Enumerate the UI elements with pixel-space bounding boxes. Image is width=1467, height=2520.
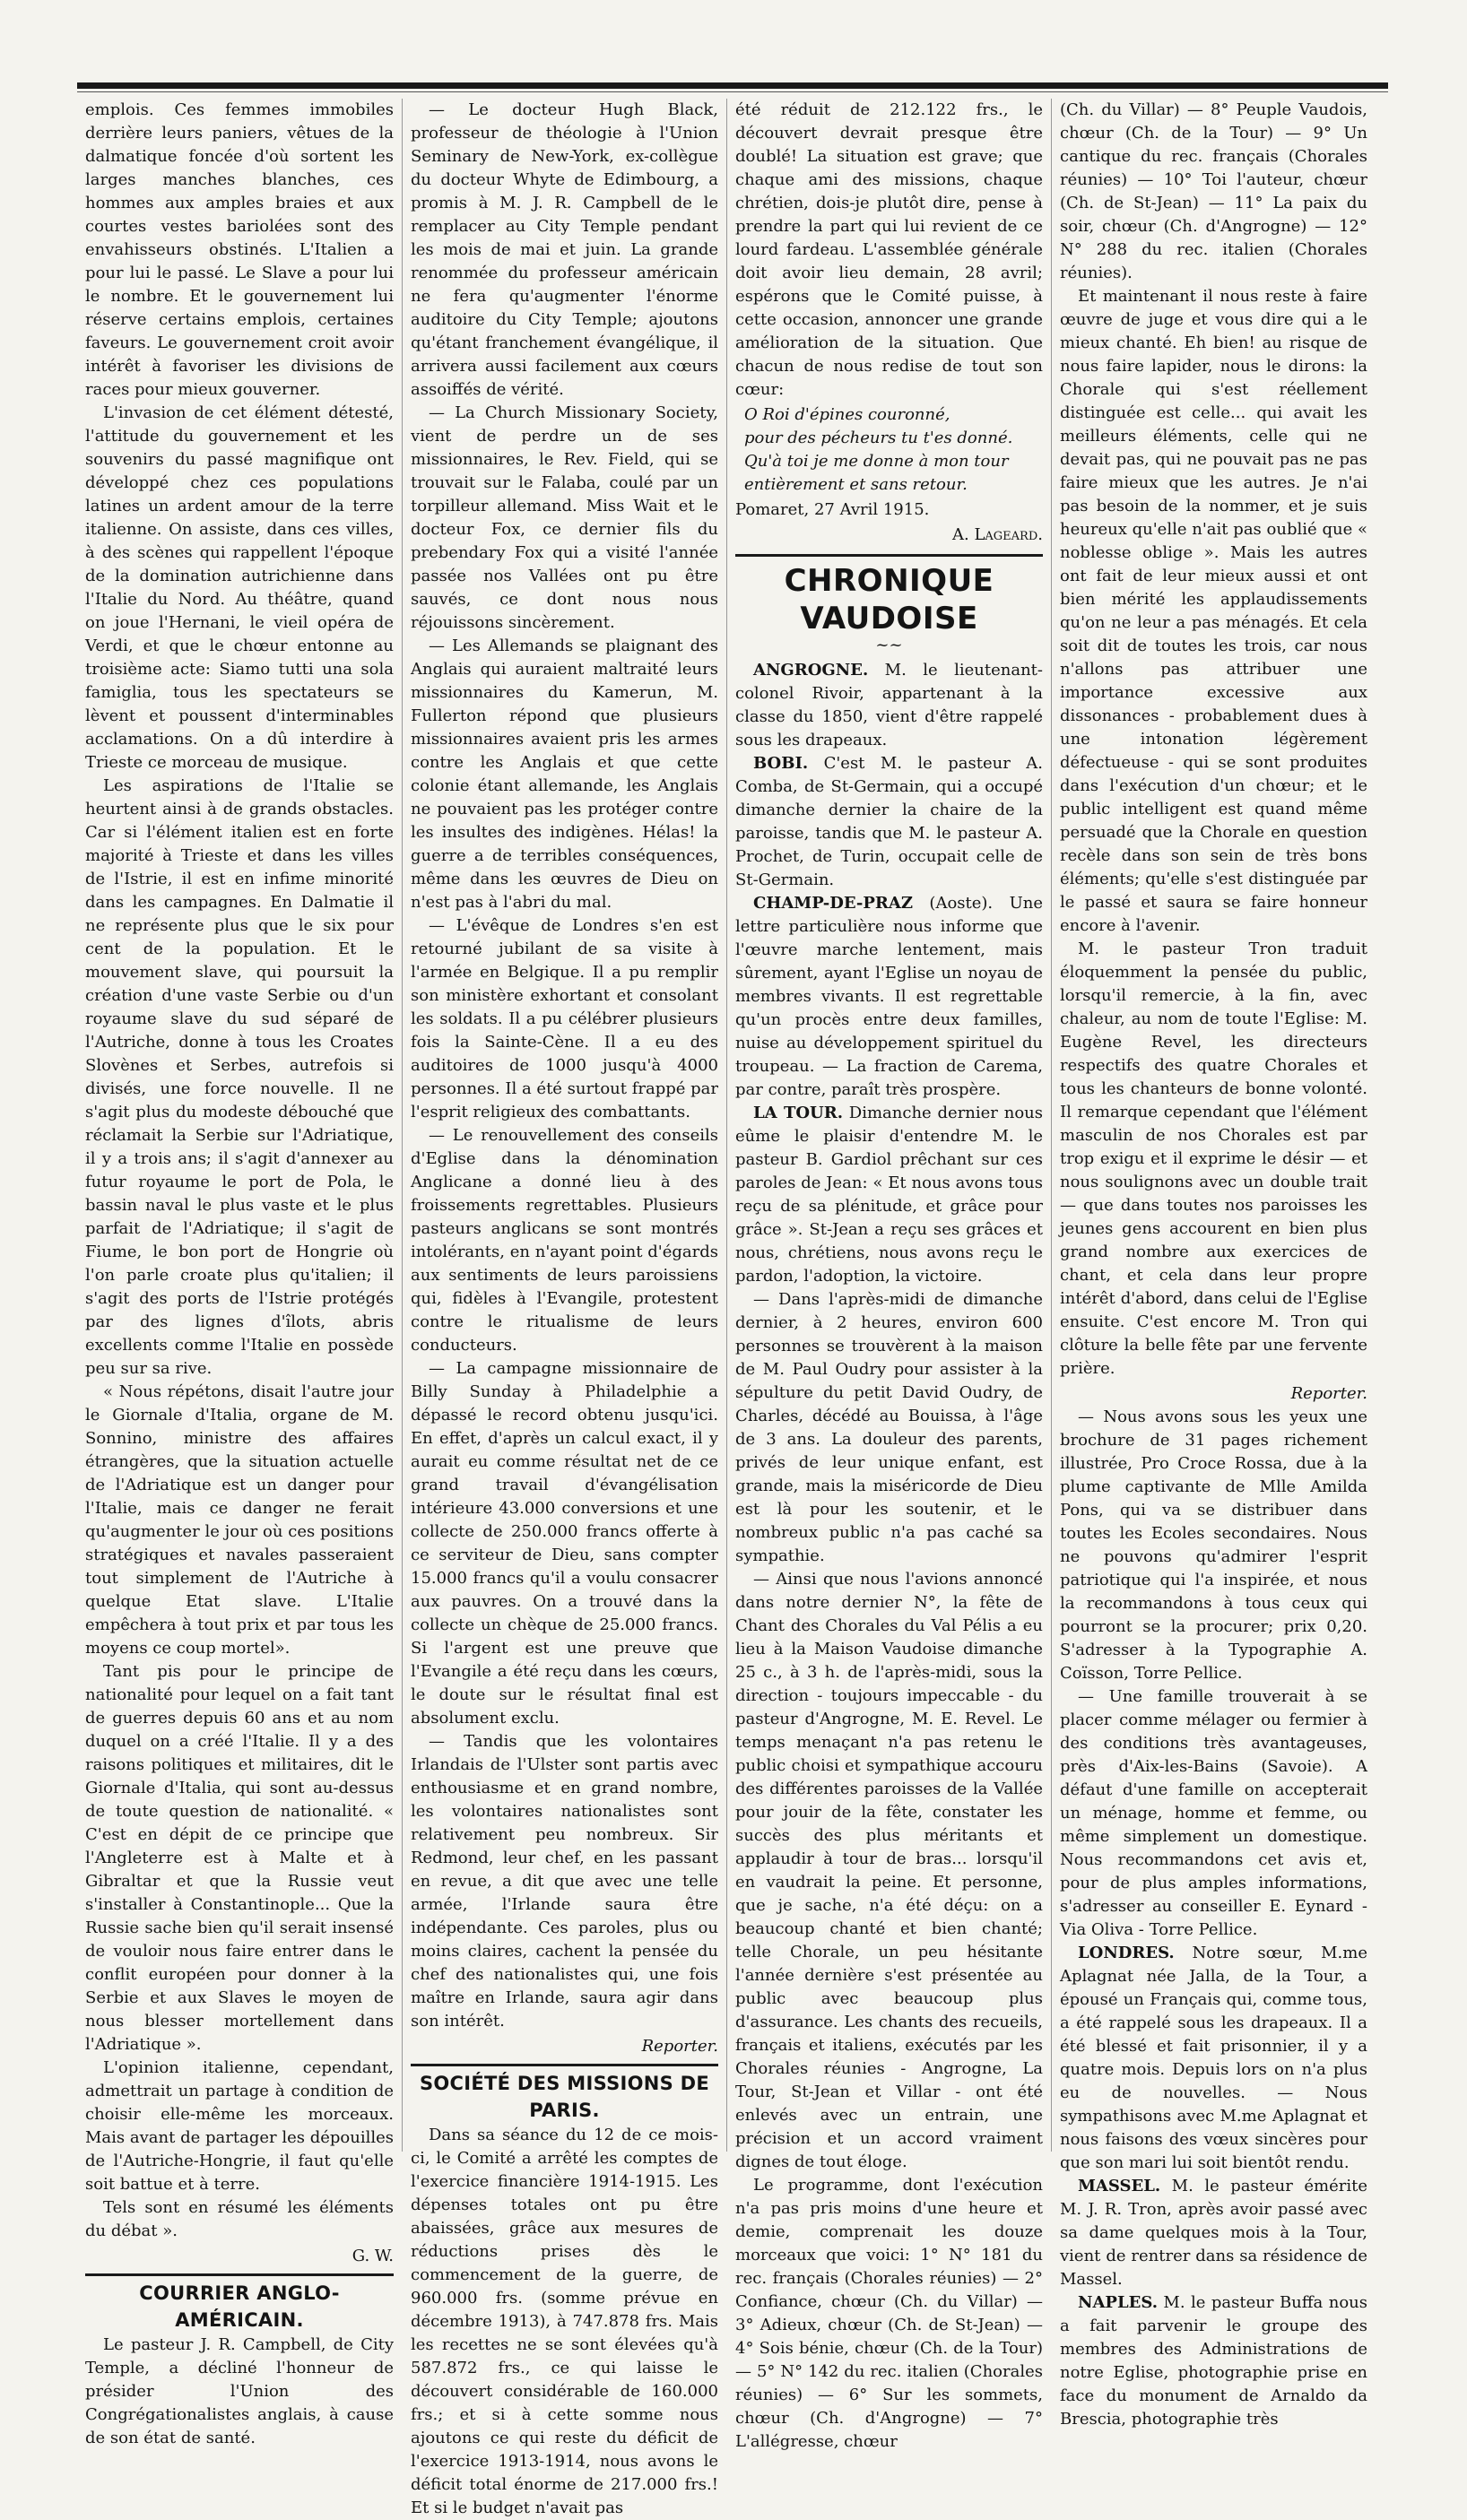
paragraph: — Nous avons sous les yeux une brochure de 31 pages richement illustrée, Pro Croce Rossa, due à la plume captivante de Mlle Amilda Pons, qui va se distribuer dans toutes les Ecoles secondaires. Nous ne pouvons qu'admirer l'esprit patriotique qui l'a inspirée, et nous la recommandons à tous ceux qui pourront se la procurer; prix 0,20. S'adresser à la Typographie A. Coïsson, Torre Pellice. <box>1060 1407 1367 1683</box>
signature: Reporter. <box>641 2037 718 2056</box>
paragraph <box>735 752 1043 892</box>
paragraph: — Les Allemands se plaignant des Anglais qui auraient maltraité leurs missionnaires du Kamerun, M. Fullerton répond que plusieurs missionnaires avaient pris les armes contre les Anglais et que cette colonie étant allemande, les Anglais ne pouvaient pas les protéger contre les insultes des indigènes. Hélas! la guerre a de terribles conséquences, même dans les œuvres de Dieu on n'est pas à l'abri du mal. <box>411 636 718 912</box>
column-1 <box>77 99 402 2447</box>
header-rule <box>77 82 1388 89</box>
place-name: LONDRES. <box>1078 1944 1175 1962</box>
paragraph <box>1060 2291 1367 2431</box>
paragraph: M. le pasteur Tron traduit éloquemment la pensée du public, lorsqu'il remercie, à la fin, avec chaleur, au nom de toute l'Eglise: M. Eugène Revel, les directeurs respectifs des quatre Chorales et tous les chanteurs de bonne volonté. Il remarque cependant que l'élément masculin de nos Chorales est par trop exigu et il exprime le désir — et nous soulignons avec un double trait — que dans toutes nos paroisses les jeunes gens accourent en bien plus grand nombre aux exercices de chant, et cela dans leur propre intérêt d'abord, dans celui de l'Eglise ensuite. C'est encore M. Tron qui clôture la belle fête par une fervente prière. <box>1060 940 1367 1378</box>
paragraph: été réduit de 212.122 frs., le découvert devrait presque être doublé! La situation est grave; que chaque ami des missions, chaque chrétien, dois-je plutôt dire, pense à prendre la part qui lui revient de ce lourd fardeau. L'assemblée générale doit avoir lieu demain, 28 avril; espérons que le Comité puisse, à cette occasion, annoncer une grande amélioration de la situation. Que chacun de nous redise de tout son cœur: <box>735 100 1043 399</box>
poem-line: pour des pécheurs tu t'es donné. <box>744 429 1013 447</box>
place-name: BOBI. <box>753 754 809 773</box>
paragraph: L'invasion de cet élément détesté, l'attitude du gouvernement et les souvenirs du passé magnifique ont développé chez ces populations latines un ardent amour de la terre italienne. On assiste, dans ces villes, à des scènes qui rappellent l'époque de la domination autrichienne dans l'Italie du Nord. Au théâtre, quand on joue l'Hernani, le vieil opéra de Verdi, et que le chœur entonne au troisième acte: Siamo tutti una sola famiglia, tous les spectateurs se lèvent et poussent d'interminables acclamations. On a dû interdire à Trieste ce morceau de musique. <box>85 403 394 772</box>
paragraph: Le pasteur J. R. Campbell, de City Temple, a décliné l'honneur de présider l'Union des Congrégationalistes anglais, à cause de son état de santé. <box>85 2335 394 2447</box>
paragraph: — Le renouvellement des conseils d'Eglise dans la dénomination Anglicane a donné lieu à des froissements regrettables. Plusieurs pasteurs anglicans se sont montrés intolérants, en n'ayant point d'égards aux sentiments de leurs paroissiens qui, fidèles à l'Evangile, protestent contre le ritualisme de leurs conducteurs. <box>411 1126 718 1355</box>
paragraph: Les aspirations de l'Italie se heurtent ainsi à de grands obstacles. Car si l'élément italien est en forte majorité à Trieste et dans les villes de l'Istrie, il est en infime minorité dans les campagnes. En Dalmatie il ne représente plus que le six pour cent de la population. Et le mouvement slave, qui poursuit la création d'une vaste Serbie ou d'un royaume slave du sud séparé de l'Autriche, donne à tous les Croates Slovènes et Serbes, autrefois si divisés, une force nouvelle. Il ne s'agit plus du modeste débouché que réclamait la Serbie sur l'Adriatique, il y a trois ans; il s'agit d'annexer au futur royaume le port de Pola, le bassin naval le plus vaste et le plus parfait de l'Adriatique; il s'agit de Fiume, le bon port de Hongrie où l'on parle croate plus qu'italien; il s'agit des ports de l'Istrie protégés par des lignes d'îlots, abris excellents comme l'Italie en possède peu sur sa rive. <box>85 776 394 1378</box>
page-columns <box>77 99 1388 2517</box>
paragraph-text: Dimanche dernier nous eûme le plaisir d'entendre M. le pasteur B. Gardiol prêchant sur ces paroles de Jean: « Et nous avons tous reçu de sa plénitude, et grâce pour grâce ». St-Jean a reçu ses grâces et nous, chrétiens, nous avons reçu le pardon, l'adoption, la victoire. <box>735 1104 1043 1286</box>
paragraph: Tant pis pour le principe de nationalité pour lequel on a fait tant de guerres depuis 60 ans et au nom duquel on a créé l'Italie. Il y a des raisons politiques et militaires, dit le Giornale d'Italia, qui sont au-dessus de toute question de nationalité. « C'est en dépit de ce principe que l'Angleterre est à Malte et à Gibraltar et que la Russie veut s'installer à Constantinople... Que la Russie sache bien qu'il serait insensé de vouloir nous faire entrer dans le conflit européen pour donner à la Serbie et aux Slaves le moyen de nous blesser mortellement dans l'Adriatique ». <box>85 1662 394 2054</box>
paragraph-text: (Aoste). Une lettre particulière nous informe que l'œuvre marche lentement, mais sûrement, ayant l'Eglise un noyau de membres vivants. Il est regrettable qu'un procès entre deux familles, nuise au développement spirituel du troupeau. — La fraction de Carema, par contre, paraît très prospère. <box>735 894 1043 1099</box>
paragraph: Le programme, dont l'exécution n'a pas pris moins d'une heure et demie, comprenait les douze morceaux que voici: 1° N° 181 du rec. français (Chorales réunies) — 2° Confiance, chœur (Ch. du Villar) — 3° Adieux, chœur (Ch. de St-Jean) — 4° Sois bénie, chœur (Ch. de la Tour) — 5° N° 142 du rec. italien (Chorales réunies) — 6° Sur les sommets, chœur (Ch. d'Angrogne) — 7° L'allégresse, chœur <box>735 2176 1043 2451</box>
paragraph-text: M. le pasteur Buffa nous a fait parvenir le groupe des membres des Administrations de notre Eglise, photographie prise en face du monument de Arnaldo da Brescia, photographie très <box>1060 2293 1367 2429</box>
paragraph-text: C'est M. le pasteur A. Comba, de St-Germain, qui a occupé dimanche dernier la chaire de la paroisse, tandis que M. le pasteur A. Prochet, de Turin, occupait celle de St-Germain. <box>735 754 1043 889</box>
paragraph <box>735 892 1043 1102</box>
place-name: ANGROGNE. <box>753 661 869 680</box>
paragraph: — L'évêque de Londres s'en est retourné jubilant de sa visite à l'armée en Belgique. Il a pu remplir son ministère exhortant et consolant les soldats. Il a pu célébrer plusieurs fois la Sainte-Cène. Il a eu des auditoires de 1000 jusqu'à 4000 personnes. Il a été surtout frappé par l'esprit religieux des combattants. <box>411 916 719 1121</box>
paragraph: — Tandis que les volontaires Irlandais de l'Ulster sont partis avec enthousiasme et en grand nombre, les volontaires nationalistes sont relativement peu nombreux. Sir Redmond, leur chef, en les passant en revue, a dit que avec une telle armée, l'Irlande saura être indépendante. Ces paroles, plus ou moins claires, cachent la pensée du chef des nationalistes qui, une fois maître en Irlande, saura agir dans son intérêt. <box>411 1732 718 2031</box>
section-title-chronique: CHRONIQUE VAUDOISE <box>735 554 1043 637</box>
signature: Reporter. <box>1290 1384 1367 1403</box>
paragraph: — Une famille trouverait à se placer comme mélager ou fermier à des conditions très avantageuses, près d'Aix-les-Bains (Savoie). A défaut d'une famille on accepterait un ménage, homme et femme, ou même simplement un domestique. Nous recommandons cet avis et, pour de plus amples informations, s'adresser au conseiller E. Eynard - Via Oliva - Torre Pellice. <box>1060 1687 1367 1939</box>
poem <box>744 403 1043 497</box>
flourish-ornament: ~~ <box>875 636 903 654</box>
section-title-courrier: COURRIER ANGLO-AMÉRICAIN. <box>85 2273 394 2334</box>
paragraph: Tels sont en résumé les éléments du débat ». <box>85 2198 394 2240</box>
signature: A. Lageard. <box>952 525 1043 544</box>
place-name: NAPLES. <box>1078 2293 1158 2312</box>
paragraph <box>735 659 1043 752</box>
column-3 <box>726 99 1051 2451</box>
paragraph: « Nous répétons, disait l'autre jour le Giornale d'Italia, organe de M. Sonnino, ministre des affaires étrangères, que la situation actuelle de l'Adriatique est un danger pour l'Italie, mais ce danger ne ferait qu'augmenter le jour où ces positions stratégiques et navales passeraient tout simplement de l'Autriche à quelque Etat slave. L'Italie empêchera à tout prix et par tous les moyens ce coup mortel». <box>85 1382 394 1658</box>
header-rule-thin <box>77 91 1388 92</box>
column-2 <box>402 99 726 2517</box>
poem-line: Qu'à toi je me donne à mon tour <box>744 452 1009 471</box>
paragraph-text: M. le lieutenant-colonel Rivoir, appartenant à la classe du 1850, vient d'être rappelé sous les drapeaux. <box>735 661 1043 749</box>
place-name: LA TOUR. <box>753 1104 843 1122</box>
paragraph: (Ch. du Villar) — 8° Peuple Vaudois, chœur (Ch. de la Tour) — 9° Un cantique du rec. français (Chorales réunies) — 10° Toi l'auteur, chœur (Ch. de St-Jean) — 11° La paix du soir, chœur (Ch. d'Angrogne) — 12° N° 288 du rec. italien (Chorales réunies). <box>1060 100 1367 282</box>
paragraph: — La Church Missionary Society, vient de perdre un de ses missionnaires, le Rev. Field, qui se trouvait sur le Falaba, coulé par un torpilleur allemand. Miss Wait et le docteur Fox, ce dernier fils du prebendary Fox qui a visité l'année passée nos Vallées ont pu être sauvés, ce dont nous nous réjouissons sincèrement. <box>411 403 718 632</box>
signature: G. W. <box>352 2247 394 2265</box>
paragraph: Et maintenant il nous reste à faire œuvre de juge et vous dire qui a le mieux chanté. Eh bien! au risque de nous faire lapider, nous le dirons: la Chorale qui s'est réellement distinguée est celle... qui avait les meilleurs éléments, celle qui ne devait pas, qui ne pouvait pas ne pas faire mieux que les autres. Je n'ai pas besoin de la nommer, et je suis heureux qu'elle n'ait pas oublié que « noblesse oblige ». Mais les autres ont fait de leur mieux aussi et ont bien mérité les applaudissements qu'on ne leur a pas ménagés. Et cela soit dit de toutes les trois, car nous n'allons pas attribuer une importance excessive aux dissonances - probablement dues à une intonation légèrement défectueuse - qui se sont produites dans l'exécution d'un chœur; et le public intelligent est quand même persuadé que la Chorale en question recèle dans son sein de très bons éléments; qu'elle s'est distinguée par le passé et saura se faire honneur encore à l'avenir. <box>1060 287 1367 935</box>
paragraph: — La campagne missionnaire de Billy Sunday à Philadelphie a dépassé le record obtenu jusqu'ici. En effet, d'après un calcul exact, il y aurait eu comme résultat net de ce grand travail d'évangélisation intérieure 43.000 conversions et une collecte de 250.000 francs offerte à ce serviteur de Dieu, sans compter 15.000 francs qu'il a voulu consacrer aux pauvres. On a trouvé dans la collecte un chèque de 25.000 francs. Si l'argent est une preuve que l'Evangile a été reçu dans les cœurs, le doute sur le résultat final est absolument exclu. <box>411 1359 718 1728</box>
paragraph-text: M. le pasteur émérite M. J. R. Tron, après avoir passé avec sa dame quelques mois à la Tour, vient de rentrer dans sa résidence de Massel. <box>1060 2177 1367 2289</box>
paragraph: Dans sa séance du 12 de ce mois-ci, le Comité a arrêté les comptes de l'exercice financière 1914-1915. Les dépenses totales ont pu être abaissées, grâce aux mesures de réductions prises dès le commencement de la guerre, de 960.000 frs. (somme prévue en décembre 1913), à 747.878 frs. Mais les recettes ne se sont élevées qu'à 587.872 frs., ce qui laisse le découvert considérable de 160.000 frs.; et si à cette somme nous ajoutons ce qui reste du déficit de l'exercice 1913-1914, nous avons le déficit total énorme de 217.000 frs.! Et si le budget n'avait pas <box>411 2126 718 2517</box>
paragraph: — Le docteur Hugh Black, professeur de théologie à l'Union Seminary de New-York, ex-collègue du docteur Whyte de Edimbourg, a promis à M. J. R. Campbell de le remplacer au City Temple pendant les mois de mai et juin. La grande renommée du professeur américain ne fera qu'augmenter l'énorme auditoire du City Temple; ajoutons qu'étant franchement évangélique, il arrivera aussi facilement aux cœurs assoiffés de vérité. <box>411 100 718 399</box>
paragraph-text: Notre sœur, M.me Aplagnat née Jalla, de la Tour, a épousé un Français qui, comme tous, a été rappelé sous les drapeaux. Il a été blessé et fait prisonnier, il y a quatre mois. Depuis lors on n'a plus eu de nouvelles. — Nous sympathisons avec M.me Aplagnat et nous faisons des vœux sincères pour que son mari lui soit bientôt rendu. <box>1060 1944 1367 2172</box>
place-name: CHAMP-DE-PRAZ <box>753 894 913 913</box>
paragraph: — Dans l'après-midi de dimanche dernier, à 2 heures, environ 600 personnes se trouvèrent à la maison de M. Paul Oudry pour assister à la sépulture du petit David Oudry, de Charles, décédé au Bouissa, à l'âge de 3 ans. La douleur des parents, privés de leur unique enfant, est grande, mais la miséricorde de Dieu est là pour les soutenir, et le nombreux public n'a pas caché sa sympathie. <box>735 1290 1043 1565</box>
paragraph <box>735 1102 1043 1288</box>
poem-line: entièrement et sans retour. <box>744 475 968 494</box>
paragraph <box>1060 1942 1367 2175</box>
column-4 <box>1051 99 1376 2429</box>
dateline: Pomaret, 27 Avril 1915. <box>735 500 930 519</box>
paragraph <box>1060 2175 1367 2291</box>
section-title-missions: SOCIÉTÉ DES MISSIONS DE PARIS. <box>411 2064 718 2124</box>
paragraph: L'opinion italienne, cependant, admettrait un partage à condition de choisir elle-même les morceaux. Mais avant de partager les dépouilles de l'Autriche-Hongrie, il faut qu'elle soit battue et à terre. <box>85 2058 394 2194</box>
paragraph: emplois. Ces femmes immobiles derrière leurs paniers, vêtues de la dalmatique foncée d'où sortent les larges manches blanches, ces hommes aux amples braies et aux courtes vestes bariolées sont des envahisseurs obstinés. L'Italien a pour lui le passé. Le Slave a pour lui le nombre. Et le gouvernement lui réserve certains emplois, certaines faveurs. Le gouvernement croit avoir intérêt à favoriser les divisions de races pour mieux gouverner. <box>85 100 394 399</box>
poem-line: O Roi d'épines couronné, <box>744 405 951 424</box>
paragraph: — Ainsi que nous l'avions annoncé dans notre dernier N°, la fête de Chant des Chorales du Val Pélis a eu lieu à la Maison Vaudoise dimanche 25 c., à 3 h. de l'après-midi, sous la direction - toujours impeccable - du pasteur d'Angrogne, M. E. Revel. Le temps menaçant n'a pas retenu le public choisi et sympathique accouru des différentes paroisses de la Vallée pour jouir de la fête, constater les succès des plus méritants et applaudir à tour de bras... lorsqu'il en vaudrait la peine. Et personne, que je sache, n'a été déçu: on a beaucoup chanté et bien chanté; telle Chorale, un peu hésitante l'année dernière s'est présentée au public avec beaucoup plus d'assurance. Les chants des recueils, français et italiens, exécutés par les Chorales réunies - Angrogne, La Tour, St-Jean et Villar - ont été enlevés avec un entrain, une précision et un accord vraiment dignes de tout éloge. <box>735 1570 1043 2171</box>
place-name: MASSEL. <box>1078 2177 1161 2195</box>
